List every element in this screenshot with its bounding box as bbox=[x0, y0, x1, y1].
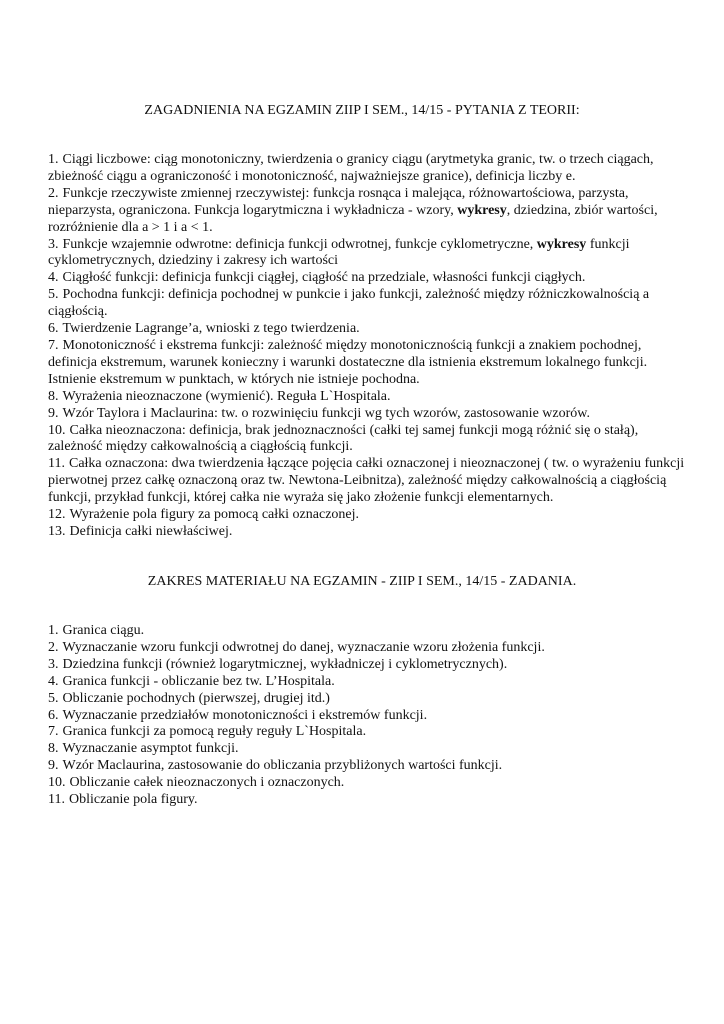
list-item-number: 3. bbox=[48, 236, 59, 252]
list-item-text: Obliczanie całek nieoznaczonych i oznaczonych. bbox=[69, 775, 345, 791]
list-item-number: 11. bbox=[48, 792, 65, 808]
theory-question-item bbox=[48, 338, 688, 389]
list-item-text: , dziedzina, zbiór wartości, rozróżnienie dla a > 1 i a < 1. bbox=[48, 202, 658, 235]
task-item bbox=[48, 640, 688, 657]
list-item-number: 9. bbox=[48, 758, 59, 774]
list-item-number: 7. bbox=[48, 724, 59, 740]
list-item-text: Monotoniczność i ekstrema funkcji: zależność między monotonicznością funkcji a znakiem pochodnej, definicja ekstremum, warunek konieczny i warunki dostateczne dla istnienia ekstremum lokalnego funkcji. Istnienie ekstremum w punktach, w których nie istnieje pochodna. bbox=[48, 337, 648, 387]
list-item-text: Definicja całki niewłaściwej. bbox=[69, 523, 233, 539]
theory-question-item bbox=[48, 423, 688, 457]
list-item-text: Ciągłość funkcji: definicja funkcji ciągłej, ciągłość na przedziale, własności funkcji ciągłych. bbox=[62, 270, 586, 286]
list-item-number: 13. bbox=[48, 523, 66, 539]
theory-question-item bbox=[48, 186, 688, 237]
list-item-emphasis: wykresy bbox=[457, 202, 507, 218]
task-item bbox=[48, 792, 688, 809]
theory-heading: ZAGADNIENIA NA EGZAMIN ZIIP I SEM., 14/15 - PYTANIA Z TEORII: bbox=[144, 103, 580, 118]
list-item-text: Wyznaczanie wzoru funkcji odwrotnej do danej, wyznaczanie wzoru złożenia funkcji. bbox=[62, 639, 545, 655]
list-item-text: Granica funkcji - obliczanie bez tw. L’Hospitala. bbox=[62, 673, 335, 689]
list-item-number: 12. bbox=[48, 507, 66, 523]
theory-question-item bbox=[48, 270, 688, 287]
list-item-number: 8. bbox=[48, 388, 59, 404]
list-item-number: 5. bbox=[48, 690, 59, 706]
list-item-text: Twierdzenie Lagrange’a, wnioski z tego twierdzenia. bbox=[62, 321, 360, 337]
list-item-number: 8. bbox=[48, 741, 59, 757]
theory-question-item bbox=[48, 524, 688, 541]
list-item-number: 1. bbox=[48, 152, 59, 167]
tasks-list bbox=[48, 623, 688, 809]
list-item-number: 2. bbox=[48, 185, 59, 201]
list-item-text: Całka nieoznaczona: definicja, brak jednoznaczności (całki tej samej funkcji mogą różnić się o stałą), zależność między całkowalnością a ciągłością funkcji. bbox=[48, 422, 639, 455]
list-item-number: 1. bbox=[48, 623, 59, 638]
theory-question-item bbox=[48, 389, 688, 406]
list-item-text: Obliczanie pola figury. bbox=[68, 792, 198, 808]
list-item-number: 9. bbox=[48, 405, 59, 421]
list-item-text: Wzór Taylora i Maclaurina: tw. o rozwinięciu funkcji wg tych wzorów, zastosowanie wzorów. bbox=[62, 405, 590, 421]
theory-question-item bbox=[48, 406, 688, 423]
task-item bbox=[48, 708, 688, 725]
task-item bbox=[48, 775, 688, 792]
list-item-number: 4. bbox=[48, 270, 59, 286]
list-item-number: 6. bbox=[48, 707, 59, 723]
theory-question-item bbox=[48, 507, 688, 524]
list-item-text: Wyznaczanie asymptot funkcji. bbox=[62, 741, 239, 757]
list-item-text: Wyrażenia nieoznaczone (wymienić). Reguła L`Hospitala. bbox=[62, 388, 391, 404]
task-item bbox=[48, 691, 688, 708]
list-item-text: Całka oznaczona: dwa twierdzenia łączące pojęcia całki oznaczonej i nieoznaczonej ( tw. o wyrażeniu funkcji pierwotnej przez całkę oznaczoną oraz tw. Newtona-Leibnitza), zależność między całkowalnością a ciągłością funkcji, przykład funkcji, której całka nie wyraża się jako złożenie funkcji elementarnych. bbox=[48, 456, 685, 506]
list-item-number: 5. bbox=[48, 287, 59, 303]
task-item bbox=[48, 758, 688, 775]
list-item-text: Funkcje rzeczywiste zmiennej rzeczywistej: funkcja rosnąca i malejąca, różnowartościowa, parzysta, nieparzysta, ograniczona. Funkcja logarytmiczna i wykładnicza - wzory, bbox=[48, 185, 629, 218]
theory-question-item bbox=[48, 456, 688, 507]
list-item-text: Pochodna funkcji: definicja pochodnej w punkcie i jako funkcji, zależność między różniczkowalnością a ciągłością. bbox=[48, 287, 650, 320]
list-item-number: 3. bbox=[48, 656, 59, 672]
task-item bbox=[48, 741, 688, 758]
list-item-emphasis: wykresy bbox=[536, 236, 587, 252]
list-item-number: 4. bbox=[48, 673, 59, 689]
theory-question-item bbox=[48, 237, 688, 271]
theory-questions-list bbox=[48, 152, 688, 541]
list-item-text: Granica ciągu. bbox=[62, 623, 145, 638]
list-item-text: Funkcje wzajemnie odwrotne: definicja funkcji odwrotnej, funkcje cyklometryczne, bbox=[62, 236, 537, 252]
task-item bbox=[48, 674, 688, 691]
list-item-number: 2. bbox=[48, 639, 59, 655]
list-item-number: 10. bbox=[48, 422, 66, 438]
tasks-heading: ZAKRES MATERIAŁU NA EGZAMIN - ZIIP I SEM., 14/15 - ZADANIA. bbox=[147, 574, 577, 589]
list-item-number: 10. bbox=[48, 775, 66, 791]
list-item-text: Wzór Maclaurina, zastosowanie do obliczania przybliżonych wartości funkcji. bbox=[62, 758, 503, 774]
task-item bbox=[48, 724, 688, 741]
list-item-text: Ciągi liczbowe: ciąg monotoniczny, twierdzenia o granicy ciągu (arytmetyka granic, tw. o trzech ciągach, zbieżność ciągu a ograniczoność i monotoniczność, najważniejsze granice), definicja liczby e. bbox=[48, 152, 654, 184]
task-item bbox=[48, 623, 688, 640]
task-item bbox=[48, 657, 688, 674]
list-item-text: Obliczanie pochodnych (pierwszej, drugiej itd.) bbox=[62, 690, 330, 706]
list-item-text: Wyznaczanie przedziałów monotoniczności i ekstremów funkcji. bbox=[62, 707, 428, 723]
theory-question-item bbox=[48, 321, 688, 338]
list-item-number: 7. bbox=[48, 337, 59, 353]
list-item-text: funkcji cyklometrycznych, dziedziny i zakresy ich wartości bbox=[48, 236, 630, 269]
list-item-number: 6. bbox=[48, 321, 59, 337]
list-item-number: 11. bbox=[48, 456, 65, 472]
list-item-text: Dziedzina funkcji (również logarytmicznej, wykładniczej i cyklometrycznych). bbox=[62, 656, 508, 672]
list-item-text: Wyrażenie pola figury za pomocą całki oznaczonej. bbox=[69, 507, 360, 523]
theory-question-item bbox=[48, 287, 688, 321]
list-item-text: Granica funkcji za pomocą reguły reguły L`Hospitala. bbox=[62, 724, 367, 740]
theory-question-item bbox=[48, 152, 688, 186]
